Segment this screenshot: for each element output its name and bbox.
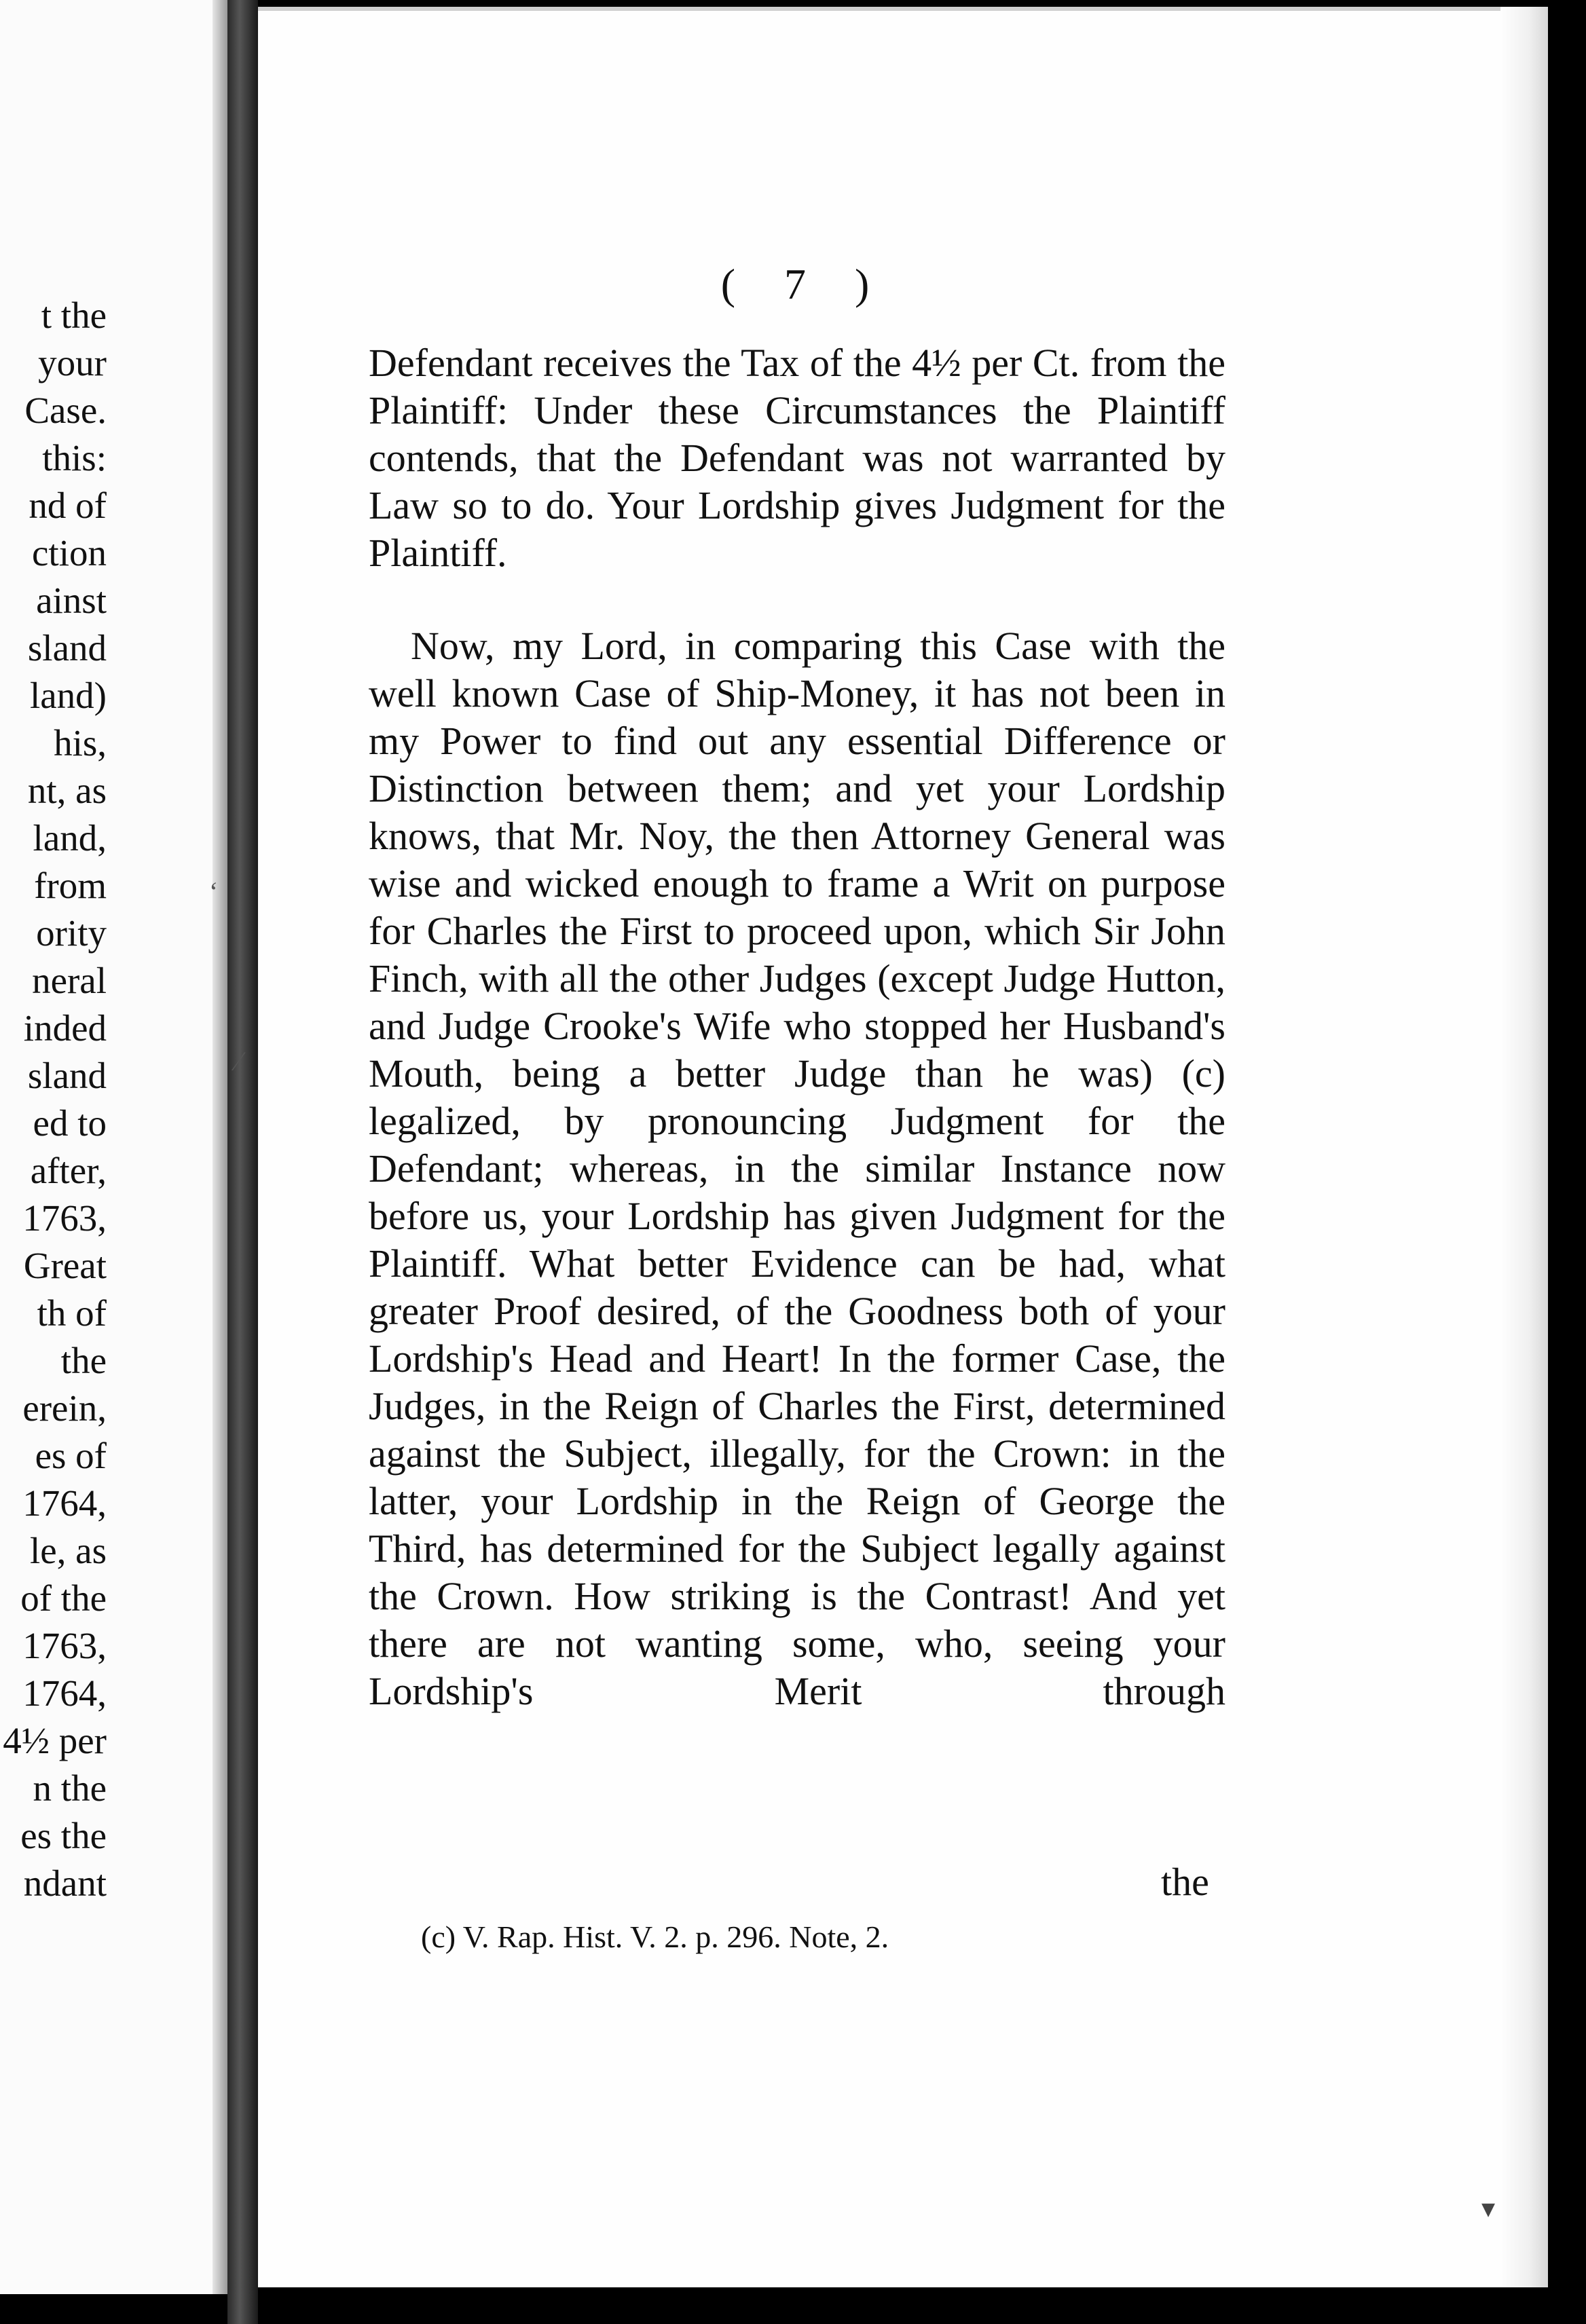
left-page-line: ction (32, 532, 107, 574)
left-page-line: after, (30, 1150, 107, 1191)
left-page-line: Case. (24, 390, 107, 431)
left-page-line: es of (35, 1435, 107, 1476)
margin-tick-mark: ‘ (209, 876, 219, 907)
left-page-line: 1763, (22, 1625, 107, 1666)
margin-tick-mark: ▾ (1481, 2193, 1496, 2224)
left-page-line: sland (27, 627, 107, 669)
left-page-line: sland (27, 1055, 107, 1096)
footnote: (c) V. Rap. Hist. V. 2. p. 296. Note, 2. (421, 1919, 889, 1954)
margin-tick-mark: ⁄ (236, 1046, 241, 1076)
left-page-line: nd of (29, 485, 107, 526)
catchword: the (1161, 1860, 1209, 1904)
left-page-line: the (60, 1340, 107, 1381)
left-page-line: land) (29, 675, 107, 716)
page-right-edge-shadow (1500, 7, 1548, 2287)
left-page-line: ority (36, 912, 107, 954)
left-page-line: ndant (23, 1862, 107, 1904)
left-page-line: Great (23, 1245, 107, 1286)
main-page (209, 7, 1548, 2287)
left-page-line: neral (32, 960, 107, 1001)
left-page-text-lines (3, 292, 107, 1907)
left-page-line: your (38, 342, 107, 383)
left-page-line: his, (54, 722, 107, 764)
left-page-line: ed to (33, 1102, 107, 1144)
left-page-line: ainst (36, 580, 107, 621)
left-page-line: this: (42, 437, 107, 479)
left-page-gutter-shadow (213, 0, 227, 2294)
left-page-line: 4½ per (3, 1720, 107, 1761)
page-number: ( 7 ) (720, 260, 889, 308)
left-page-line: t the (41, 295, 107, 336)
left-page-line: from (34, 865, 107, 906)
page-top-edge (258, 7, 1548, 11)
book-binding-gutter (227, 0, 258, 2324)
left-page-line: es the (20, 1815, 107, 1856)
left-page-line: 1764, (22, 1672, 107, 1714)
left-page-line: 1764, (22, 1482, 107, 1524)
left-page-line: nt, as (27, 770, 107, 811)
left-page-line: inded (23, 1007, 107, 1049)
paragraph-1: Defendant receives the Tax of the 4½ per Ct. from the Plaintiff: Under these Circumstances the Plaintiff contends, that the Defendant was not warranted by Law so to do. Your Lordship gives Judgment for the Plaintiff. (369, 341, 1225, 575)
paragraph-2: Now, my Lord, in comparing this Case with the well known Case of Ship-Money, it has not been in my Power to find out any essential Difference or Distinction between them; and yet your Lordship knows, that Mr. Noy, the then Attorney General was wise and wicked enough to frame a Writ on purpose for Charles the First to proceed upon, which Sir John Finch, with all the other Judges (except Judge Hutton, and Judge Crooke's Wife who stopped her Husband's Mouth, being a better Judge than he was) (c) legalized, by pronouncing Judgment for the Defendant; whereas, in the similar Instance now before us, your Lordship has given Judgment for the Plaintiff. What better Evidence can be had, what greater Proof desired, of the Goodness both of your Lordship's Head and Heart! In the former Case, the Judges, in the Reign of Charles the First, determined against the Subject, illegally, for the Crown: in the latter, your Lordship in the Reign of George the Third, has determined for the Subject legally against the Crown. How striking is the Contrast! And yet there are not wanting some, who, seeing your Lordship's Merit through (369, 624, 1225, 1713)
left-page-line: n the (33, 1767, 107, 1809)
left-page-line: th of (37, 1292, 107, 1334)
left-page-fragment (0, 0, 227, 2294)
left-page-line: erein, (22, 1387, 107, 1429)
body-text (369, 339, 1225, 1715)
left-page-line: le, as (29, 1530, 107, 1571)
left-page-line: of the (20, 1577, 107, 1619)
left-page-line: 1763, (22, 1197, 107, 1239)
left-page-line: land, (33, 817, 107, 859)
